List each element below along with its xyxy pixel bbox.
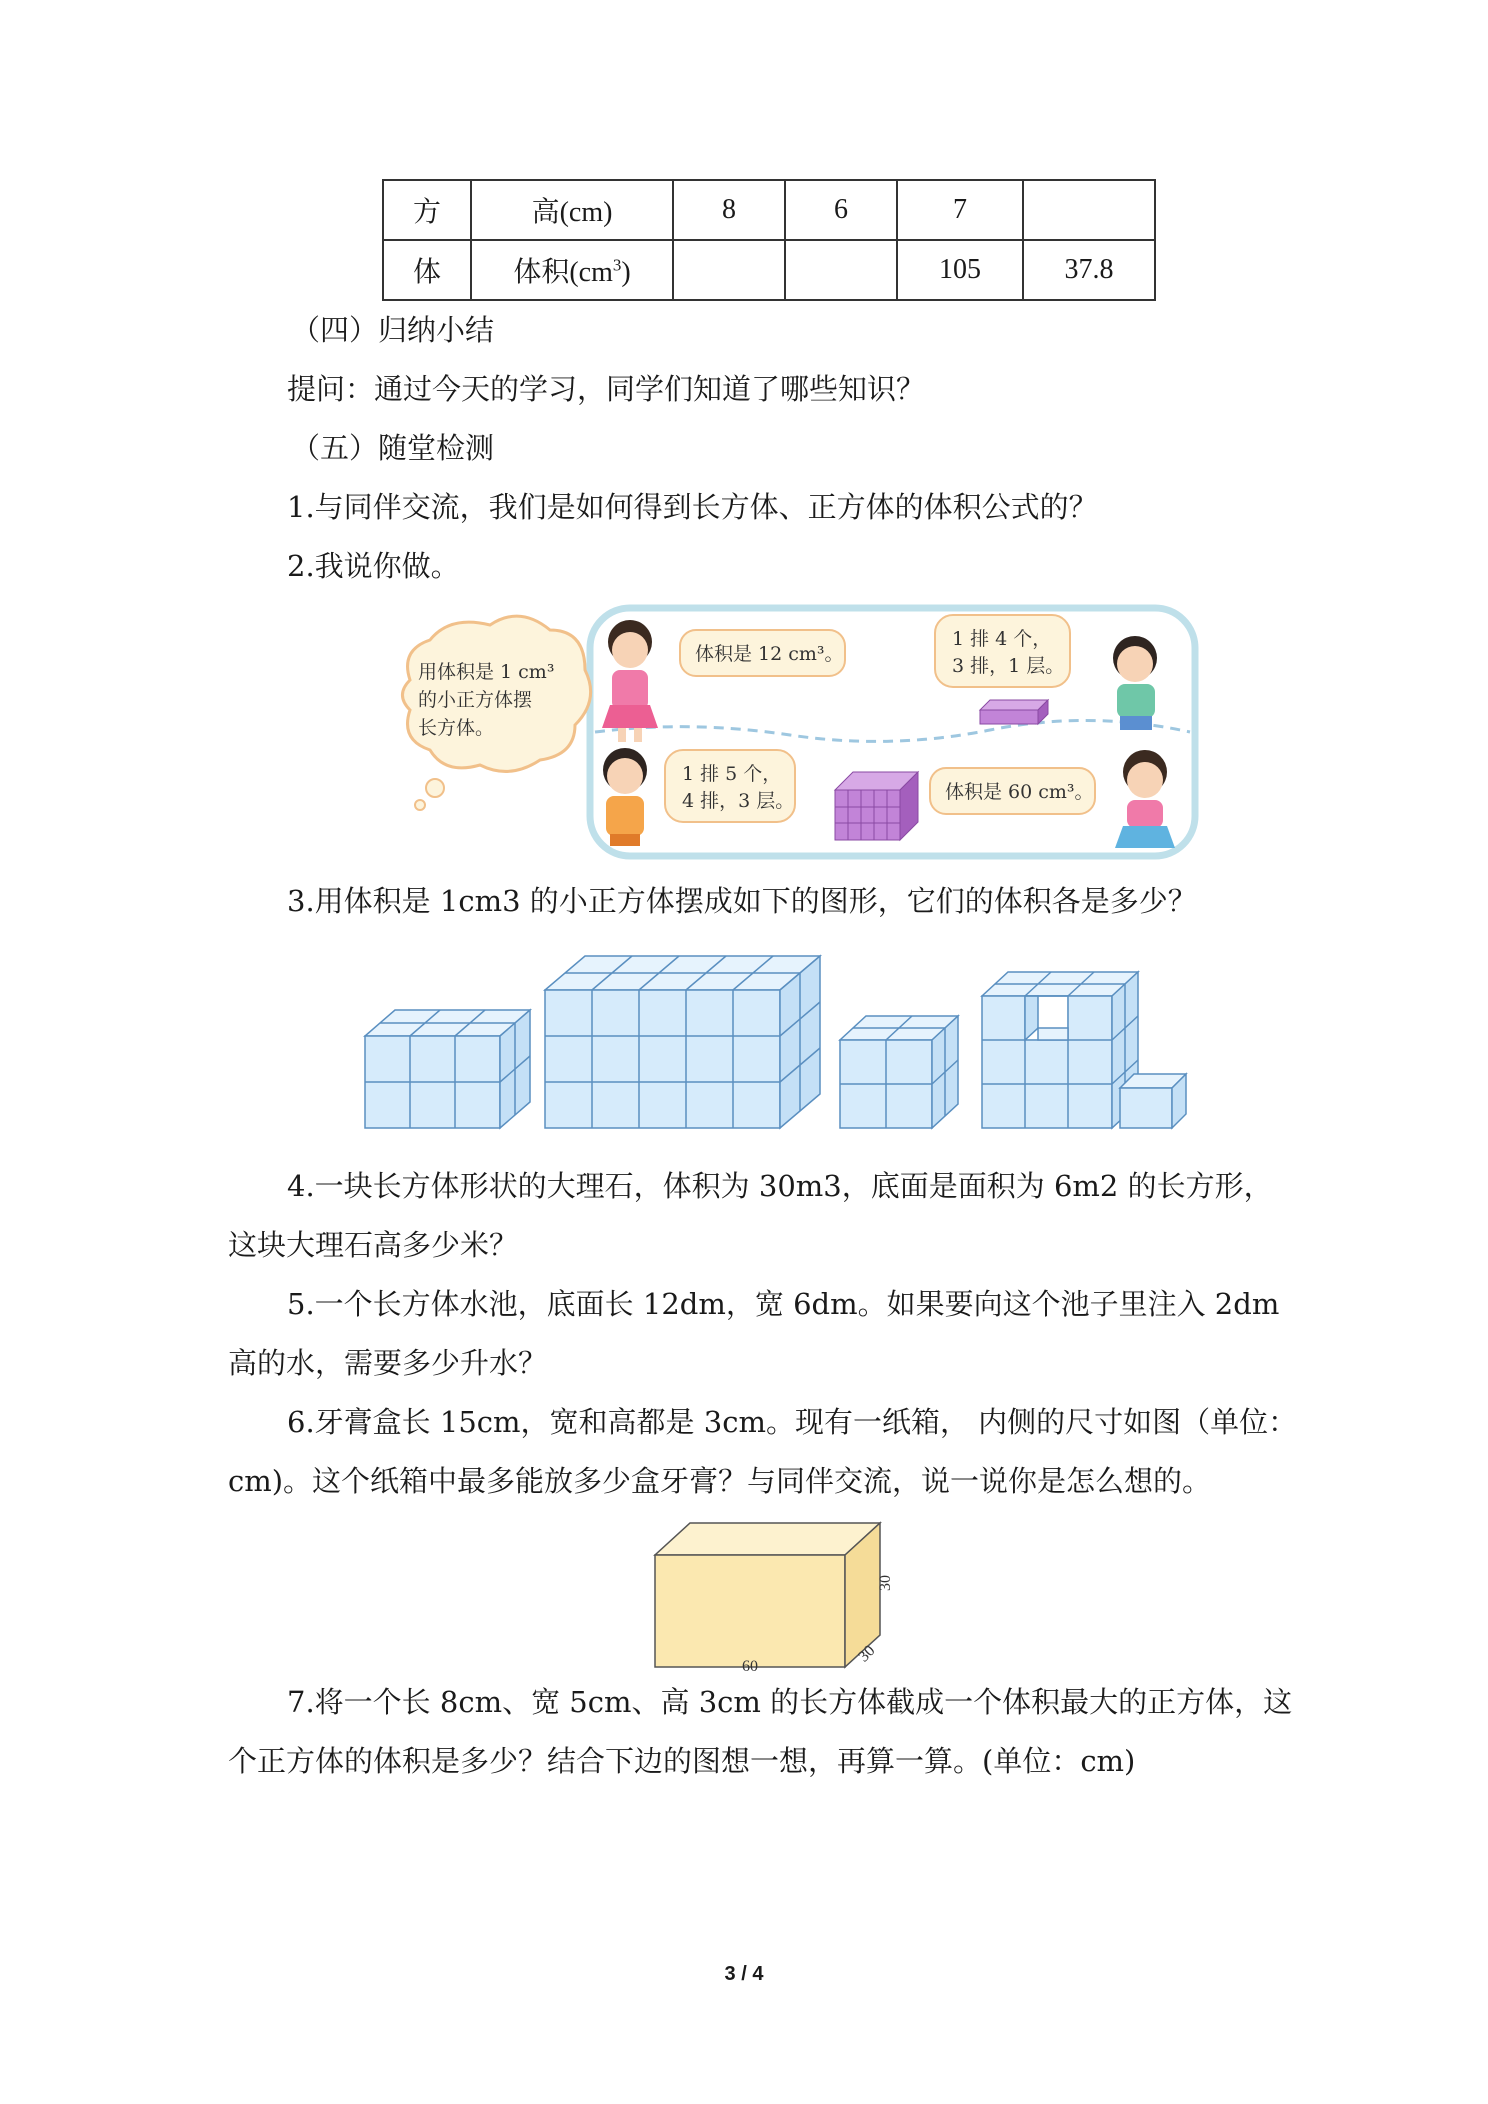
bubble-top-right-line-1: 1 排 4 个， (952, 628, 1052, 650)
box-depth-label: 30 (855, 1642, 879, 1666)
question-2: 2.我说你做。 (287, 549, 460, 583)
question-4-line-2: 这块大理石高多少米？ (228, 1228, 519, 1262)
bubble-top-right-line-2: 3 排，1 层。 (952, 655, 1065, 677)
question-6-line-1: 6.牙膏盒长 15cm，宽和高都是 3cm。现有一纸箱， 内侧的尺寸如图（单位： (287, 1405, 1298, 1439)
bubble-top-left-text: 体积是 12 cm³。 (695, 643, 844, 665)
question-1: 1.与同伴交流，我们是如何得到长方体、正方体的体积公式的？ (287, 490, 1098, 524)
box-length-label: 60 (742, 1658, 758, 1675)
purple-block-small (980, 700, 1048, 724)
cube-figure-c (840, 1016, 958, 1128)
volume-label-end: ) (621, 257, 631, 288)
question-7-line-1: 7.将一个长 8cm、宽 5cm、高 3cm 的长方体截成一个体积最大的正方体，这 (287, 1685, 1293, 1719)
speech-bubble-top-left (680, 630, 845, 676)
table-cell-volume-label (471, 240, 673, 300)
dialogue-illustration (390, 600, 1205, 865)
volume-label-text: 体积(cm (513, 257, 613, 288)
cube-figures (360, 940, 1200, 1140)
table-side-top: 方 (383, 180, 471, 240)
box-height-label: 30 (877, 1575, 894, 1591)
table-side-bottom: 体 (383, 240, 471, 300)
question-6-line-2: cm)。这个纸箱中最多能放多少盒牙膏？与同伴交流，说一说你是怎么想的。 (228, 1464, 1212, 1498)
purple-block-large (835, 772, 918, 840)
speech-bubble-bottom-right (930, 768, 1095, 814)
cube-figure-b (545, 956, 820, 1128)
table-cell: 7 (897, 180, 1023, 240)
bubble-bottom-right-text: 体积是 60 cm³。 (945, 781, 1094, 803)
thought-cloud (403, 616, 591, 810)
volume-table (382, 179, 1156, 301)
bubble-bottom-left-line-2: 4 排，3 层。 (682, 790, 795, 812)
thought-line-3: 长方体。 (418, 717, 495, 739)
thought-line-2: 的小正方体摆 (418, 689, 533, 711)
table-cell: 37.8 (1023, 240, 1155, 300)
cube-figure-d (982, 972, 1186, 1128)
thought-line-1: 用体积是 1 cm³ (418, 661, 555, 683)
check-heading: （五）随堂检测 (291, 431, 495, 465)
summary-question: 提问：通过今天的学习，同学们知道了哪些知识？ (287, 372, 926, 406)
table-cell (785, 240, 897, 300)
summary-heading: （四）归纳小结 (291, 313, 495, 347)
question-5-line-2: 高的水，需要多少升水？ (228, 1346, 548, 1380)
question-3: 3.用体积是 1cm3 的小正方体摆成如下的图形，它们的体积各是多少？ (287, 884, 1197, 918)
speech-bubble-bottom-left (665, 750, 795, 822)
question-5-line-1: 5.一个长方体水池，底面长 12dm，宽 6dm。如果要向这个池子里注入 2dm (287, 1287, 1280, 1321)
box-figure (650, 1515, 930, 1675)
speech-bubble-top-right (935, 615, 1070, 687)
question-4-line-1: 4.一块长方体形状的大理石，体积为 30m3，底面是面积为 6m2 的长方形， (287, 1169, 1273, 1203)
table-cell: 8 (673, 180, 785, 240)
table-cell (1023, 180, 1155, 240)
question-7-line-2: 个正方体的体积是多少？结合下边的图想一想，再算一算。(单位：cm) (228, 1744, 1136, 1778)
table-cell (673, 240, 785, 300)
cube-figure-a (365, 1010, 530, 1128)
table-cell-height-label: 高(cm) (471, 180, 673, 240)
table-cell: 6 (785, 180, 897, 240)
table-cell: 105 (897, 240, 1023, 300)
volume-label-sup: 3 (612, 255, 622, 275)
page-number: 3 / 4 (724, 1963, 764, 1985)
bubble-bottom-left-line-1: 1 排 5 个， (682, 763, 782, 785)
